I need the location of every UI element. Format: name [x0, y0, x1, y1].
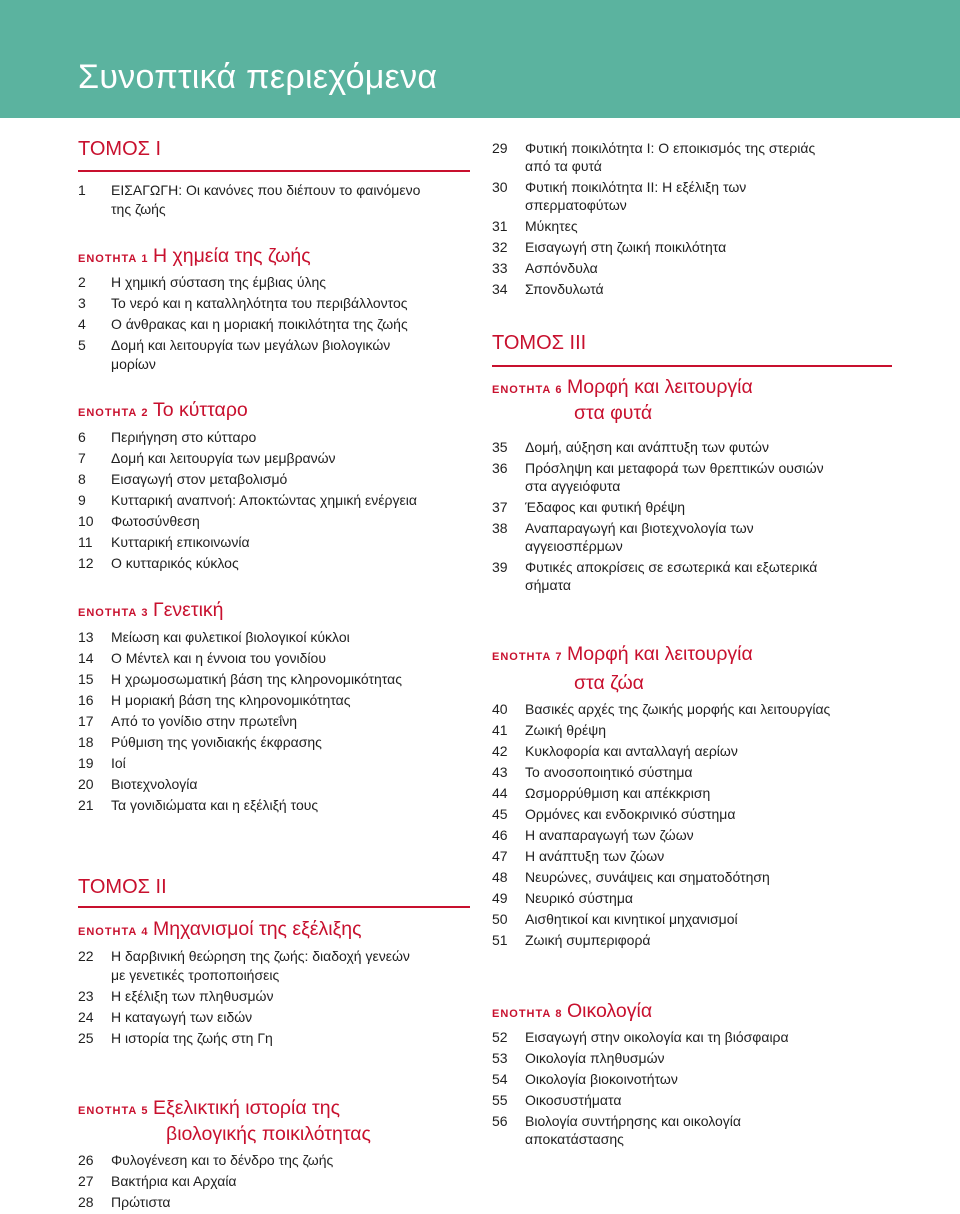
- tome-title: ΤΟΜΟΣ Ι: [78, 138, 162, 160]
- chapter-number: 31: [492, 218, 508, 234]
- unit-label: ΕΝΟΤΗΤΑ 5: [78, 1105, 149, 1117]
- chapter-number: 13: [78, 629, 94, 645]
- chapter-title: Φωτοσύνθεση: [111, 513, 200, 529]
- chapter-title-line2: στα αγγειόφυτα: [525, 478, 621, 494]
- chapter-number: 42: [492, 743, 508, 759]
- chapter-number: 51: [492, 932, 508, 948]
- chapter-title: Αναπαραγωγή και βιοτεχνολογία των: [525, 520, 754, 536]
- chapter-number: 46: [492, 827, 508, 843]
- tome-divider: [78, 170, 470, 172]
- chapter-title: Η χρωμοσωματική βάση της κληρονομικότητας: [111, 671, 402, 687]
- chapter-number: 14: [78, 650, 94, 666]
- chapter-number: 32: [492, 239, 508, 255]
- unit-label: ΕΝΟΤΗΤΑ 7: [492, 651, 563, 663]
- chapter-number: 45: [492, 806, 508, 822]
- unit-label: ΕΝΟΤΗΤΑ 4: [78, 926, 149, 938]
- chapter-number: 3: [78, 295, 86, 311]
- chapter-number: 36: [492, 460, 508, 476]
- chapter-title: Ο Μέντελ και η έννοια του γονιδίου: [111, 650, 326, 666]
- unit-3-heading: [78, 597, 224, 623]
- chapter-title: Η εξέλιξη των πληθυσμών: [111, 988, 274, 1004]
- chapter-title: Η μοριακή βάση της κληρονομικότητας: [111, 692, 351, 708]
- unit-8-heading: [492, 998, 652, 1024]
- chapter-title: Πρώτιστα: [111, 1194, 171, 1210]
- chapter-title: Φυτική ποικιλότητα ΙΙ: Η εξέλιξη των: [525, 179, 747, 195]
- chapter-title-line2: μορίων: [111, 356, 156, 372]
- tome-title: ΤΟΜΟΣ ΙΙ: [78, 876, 167, 898]
- chapter-number: 55: [492, 1092, 508, 1108]
- chapter-number: 47: [492, 848, 508, 864]
- chapter-title: Βακτήρια και Αρχαία: [111, 1173, 237, 1189]
- chapter-title: ΕΙΣΑΓΩΓΗ: Οι κανόνες που διέπουν το φαινόμενο: [111, 182, 421, 198]
- chapter-title: Η δαρβινική θεώρηση της ζωής: διαδοχή γενεών: [111, 948, 410, 964]
- chapter-title: Νευρικό σύστημα: [525, 890, 634, 906]
- chapter-number: 53: [492, 1050, 508, 1066]
- chapter-number: 5: [78, 337, 86, 353]
- unit-title: Μορφή και λειτουργία: [566, 643, 753, 665]
- chapter-title-line2: αποκατάστασης: [525, 1131, 624, 1147]
- tome-divider: [492, 365, 892, 367]
- chapter-title: Ο άνθρακας και η μοριακή ποικιλότητα της ζωής: [111, 316, 408, 332]
- chapter-number: 49: [492, 890, 508, 906]
- unit-title-line2: στα φυτά: [574, 402, 653, 424]
- chapter-title: Εισαγωγή στη ζωική ποικιλότητα: [525, 239, 727, 255]
- chapter-number: 21: [78, 797, 94, 813]
- chapter-title: Κυτταρική επικοινωνία: [111, 534, 250, 550]
- unit-6-heading-line2: [574, 400, 652, 426]
- chapter-title: Η καταγωγή των ειδών: [111, 1009, 253, 1025]
- chapter-title: Φυτικές αποκρίσεις σε εσωτερικά και εξωτερικά: [525, 559, 818, 575]
- chapter-title: Βιοτεχνολογία: [111, 776, 198, 792]
- chapter-number: 8: [78, 471, 86, 487]
- chapter-title: Η ιστορία της ζωής στη Γη: [111, 1030, 273, 1046]
- chapter-number: 56: [492, 1113, 508, 1129]
- chapter-number: 50: [492, 911, 508, 927]
- unit-4-heading: [78, 916, 362, 942]
- chapter-number: 11: [78, 534, 93, 550]
- unit-title: Γενετική: [152, 599, 224, 621]
- chapter-number: 28: [78, 1194, 94, 1210]
- chapter-title: Μύκητες: [525, 218, 578, 234]
- tome-3-heading: [492, 332, 892, 355]
- chapter-title: Ιοί: [111, 755, 126, 771]
- chapter-title: Η χημική σύσταση της έμβιας ύλης: [111, 274, 327, 290]
- chapter-number: 1: [78, 182, 86, 198]
- unit-title-line2: βιολογικής ποικιλότητας: [166, 1123, 371, 1145]
- chapter-title: Βιολογία συντήρησης και οικολογία: [525, 1113, 742, 1129]
- unit-label: ΕΝΟΤΗΤΑ 3: [78, 607, 149, 619]
- chapter-number: 41: [492, 722, 508, 738]
- chapter-title: Το νερό και η καταλληλότητα του περιβάλλοντος: [111, 295, 408, 311]
- chapter-title: Αισθητικοί και κινητικοί μηχανισμοί: [525, 911, 738, 927]
- chapter-title: Έδαφος και φυτική θρέψη: [525, 499, 686, 515]
- chapter-number: 4: [78, 316, 86, 332]
- unit-label: ΕΝΟΤΗΤΑ 2: [78, 407, 149, 419]
- unit-title: Μηχανισμοί της εξέλιξης: [152, 918, 362, 940]
- chapter-title: Περιήγηση στο κύτταρο: [111, 429, 257, 445]
- chapter-number: 17: [78, 713, 94, 729]
- chapter-title-line2: σπερματοφύτων: [525, 197, 627, 213]
- chapter-title: Η ανάπτυξη των ζώων: [525, 848, 665, 864]
- chapter-number: 26: [78, 1152, 94, 1168]
- chapter-title: Ασπόνδυλα: [525, 260, 598, 276]
- chapter-number: 37: [492, 499, 508, 515]
- unit-5-heading-line2: [166, 1121, 371, 1147]
- chapter-number: 7: [78, 450, 86, 466]
- chapter-title-line2: αγγειοσπέρμων: [525, 538, 623, 554]
- chapter-title: Οικοσυστήματα: [525, 1092, 622, 1108]
- chapter-title: Νευρώνες, συνάψεις και σηματοδότηση: [525, 869, 770, 885]
- tome-1-heading: [78, 138, 470, 161]
- chapter-title: Ρύθμιση της γονιδιακής έκφρασης: [111, 734, 322, 750]
- chapter-title: Φυλογένεση και το δένδρο της ζωής: [111, 1152, 334, 1168]
- unit-5-heading: [78, 1095, 340, 1121]
- unit-6-heading: [492, 374, 753, 400]
- chapter-number: 9: [78, 492, 86, 508]
- unit-label: ΕΝΟΤΗΤΑ 8: [492, 1008, 563, 1020]
- chapter-title-line2: σήματα: [525, 577, 572, 593]
- chapter-number: 39: [492, 559, 508, 575]
- chapter-title: Τα γονιδιώματα και η εξέλιξή τους: [111, 797, 319, 813]
- chapter-title: Δομή και λειτουργία των μεμβρανών: [111, 450, 336, 466]
- chapter-number: 18: [78, 734, 94, 750]
- chapter-title: Ζωική θρέψη: [525, 722, 607, 738]
- chapter-title: Το ανοσοποιητικό σύστημα: [525, 764, 693, 780]
- chapter-number: 24: [78, 1009, 94, 1025]
- chapter-title: Δομή, αύξηση και ανάπτυξη των φυτών: [525, 439, 769, 455]
- chapter-number: 10: [78, 513, 94, 529]
- unit-title: Η χημεία της ζωής: [152, 245, 311, 267]
- chapter-number: 2: [78, 274, 86, 290]
- chapter-title-line2: της ζωής: [111, 201, 166, 217]
- chapter-title-line2: από τα φυτά: [525, 158, 602, 174]
- chapter-number: 6: [78, 429, 86, 445]
- chapter-number: 27: [78, 1173, 94, 1189]
- chapter-number: 33: [492, 260, 508, 276]
- unit-title: Το κύτταρο: [152, 399, 248, 421]
- unit-title: Μορφή και λειτουργία: [566, 376, 753, 398]
- chapter-number: 23: [78, 988, 94, 1004]
- chapter-number: 44: [492, 785, 508, 801]
- chapter-title: Μείωση και φυλετικοί βιολογικοί κύκλοι: [111, 629, 350, 645]
- chapter-number: 40: [492, 701, 508, 717]
- chapter-number: 19: [78, 755, 94, 771]
- unit-7-heading-line2: [574, 670, 644, 696]
- tome-title: ΤΟΜΟΣ ΙΙΙ: [492, 332, 587, 354]
- unit-label: ΕΝΟΤΗΤΑ 1: [78, 253, 149, 265]
- chapter-number: 54: [492, 1071, 508, 1087]
- tome-2-heading: [78, 876, 470, 899]
- chapter-number: 12: [78, 555, 94, 571]
- chapter-title: Κυτταρική αναπνοή: Αποκτώντας χημική ενέργεια: [111, 492, 417, 508]
- unit-1-heading: [78, 243, 311, 269]
- chapter-number: 38: [492, 520, 508, 536]
- chapter-title: Ο κυτταρικός κύκλος: [111, 555, 239, 571]
- unit-2-heading: [78, 397, 248, 423]
- chapter-number: 43: [492, 764, 508, 780]
- chapter-title: Εισαγωγή στον μεταβολισμό: [111, 471, 288, 487]
- page-title: Συνοπτικά περιεχόμενα: [78, 58, 438, 96]
- chapter-number: 35: [492, 439, 508, 455]
- chapter-title-line2: με γενετικές τροποποιήσεις: [111, 967, 280, 983]
- chapter-title: Φυτική ποικιλότητα Ι: Ο εποικισμός της στεριάς: [525, 140, 816, 156]
- unit-label: ΕΝΟΤΗΤΑ 6: [492, 384, 563, 396]
- chapter-title: Οικολογία βιοκοινοτήτων: [525, 1071, 678, 1087]
- header-banner: [0, 0, 960, 118]
- chapter-number: 25: [78, 1030, 94, 1046]
- chapter-number: 15: [78, 671, 94, 687]
- chapter-title: Εισαγωγή στην οικολογία και τη βιόσφαιρα: [525, 1029, 789, 1045]
- chapter-title: Πρόσληψη και μεταφορά των θρεπτικών ουσιών: [525, 460, 824, 476]
- chapter-number: 20: [78, 776, 94, 792]
- chapter-number: 30: [492, 179, 508, 195]
- chapter-number: 16: [78, 692, 94, 708]
- chapter-number: 52: [492, 1029, 508, 1045]
- unit-7-heading: [492, 641, 753, 667]
- chapter-title: Ζωική συμπεριφορά: [525, 932, 651, 948]
- chapter-title: Δομή και λειτουργία των μεγάλων βιολογικών: [111, 337, 391, 353]
- chapter-number: 29: [492, 140, 508, 156]
- chapter-number: 48: [492, 869, 508, 885]
- chapter-number: 34: [492, 281, 508, 297]
- chapter-title: Ορμόνες και ενδοκρινικό σύστημα: [525, 806, 736, 822]
- chapter-title: Ωσμορρύθμιση και απέκκριση: [525, 785, 711, 801]
- unit-title: Οικολογία: [566, 1000, 653, 1022]
- unit-title-line2: στα ζώα: [574, 672, 644, 694]
- chapter-title: Οικολογία πληθυσμών: [525, 1050, 665, 1066]
- chapter-number: 22: [78, 948, 94, 964]
- chapter-title: Η αναπαραγωγή των ζώων: [525, 827, 694, 843]
- chapter-title: Σπονδυλωτά: [525, 281, 604, 297]
- chapter-title: Από το γονίδιο στην πρωτεΐνη: [111, 713, 298, 729]
- unit-title: Εξελικτική ιστορία της: [152, 1097, 340, 1119]
- chapter-title: Βασικές αρχές της ζωικής μορφής και λειτουργίας: [525, 701, 831, 717]
- tome-divider: [78, 906, 470, 908]
- chapter-title: Κυκλοφορία και ανταλλαγή αερίων: [525, 743, 738, 759]
